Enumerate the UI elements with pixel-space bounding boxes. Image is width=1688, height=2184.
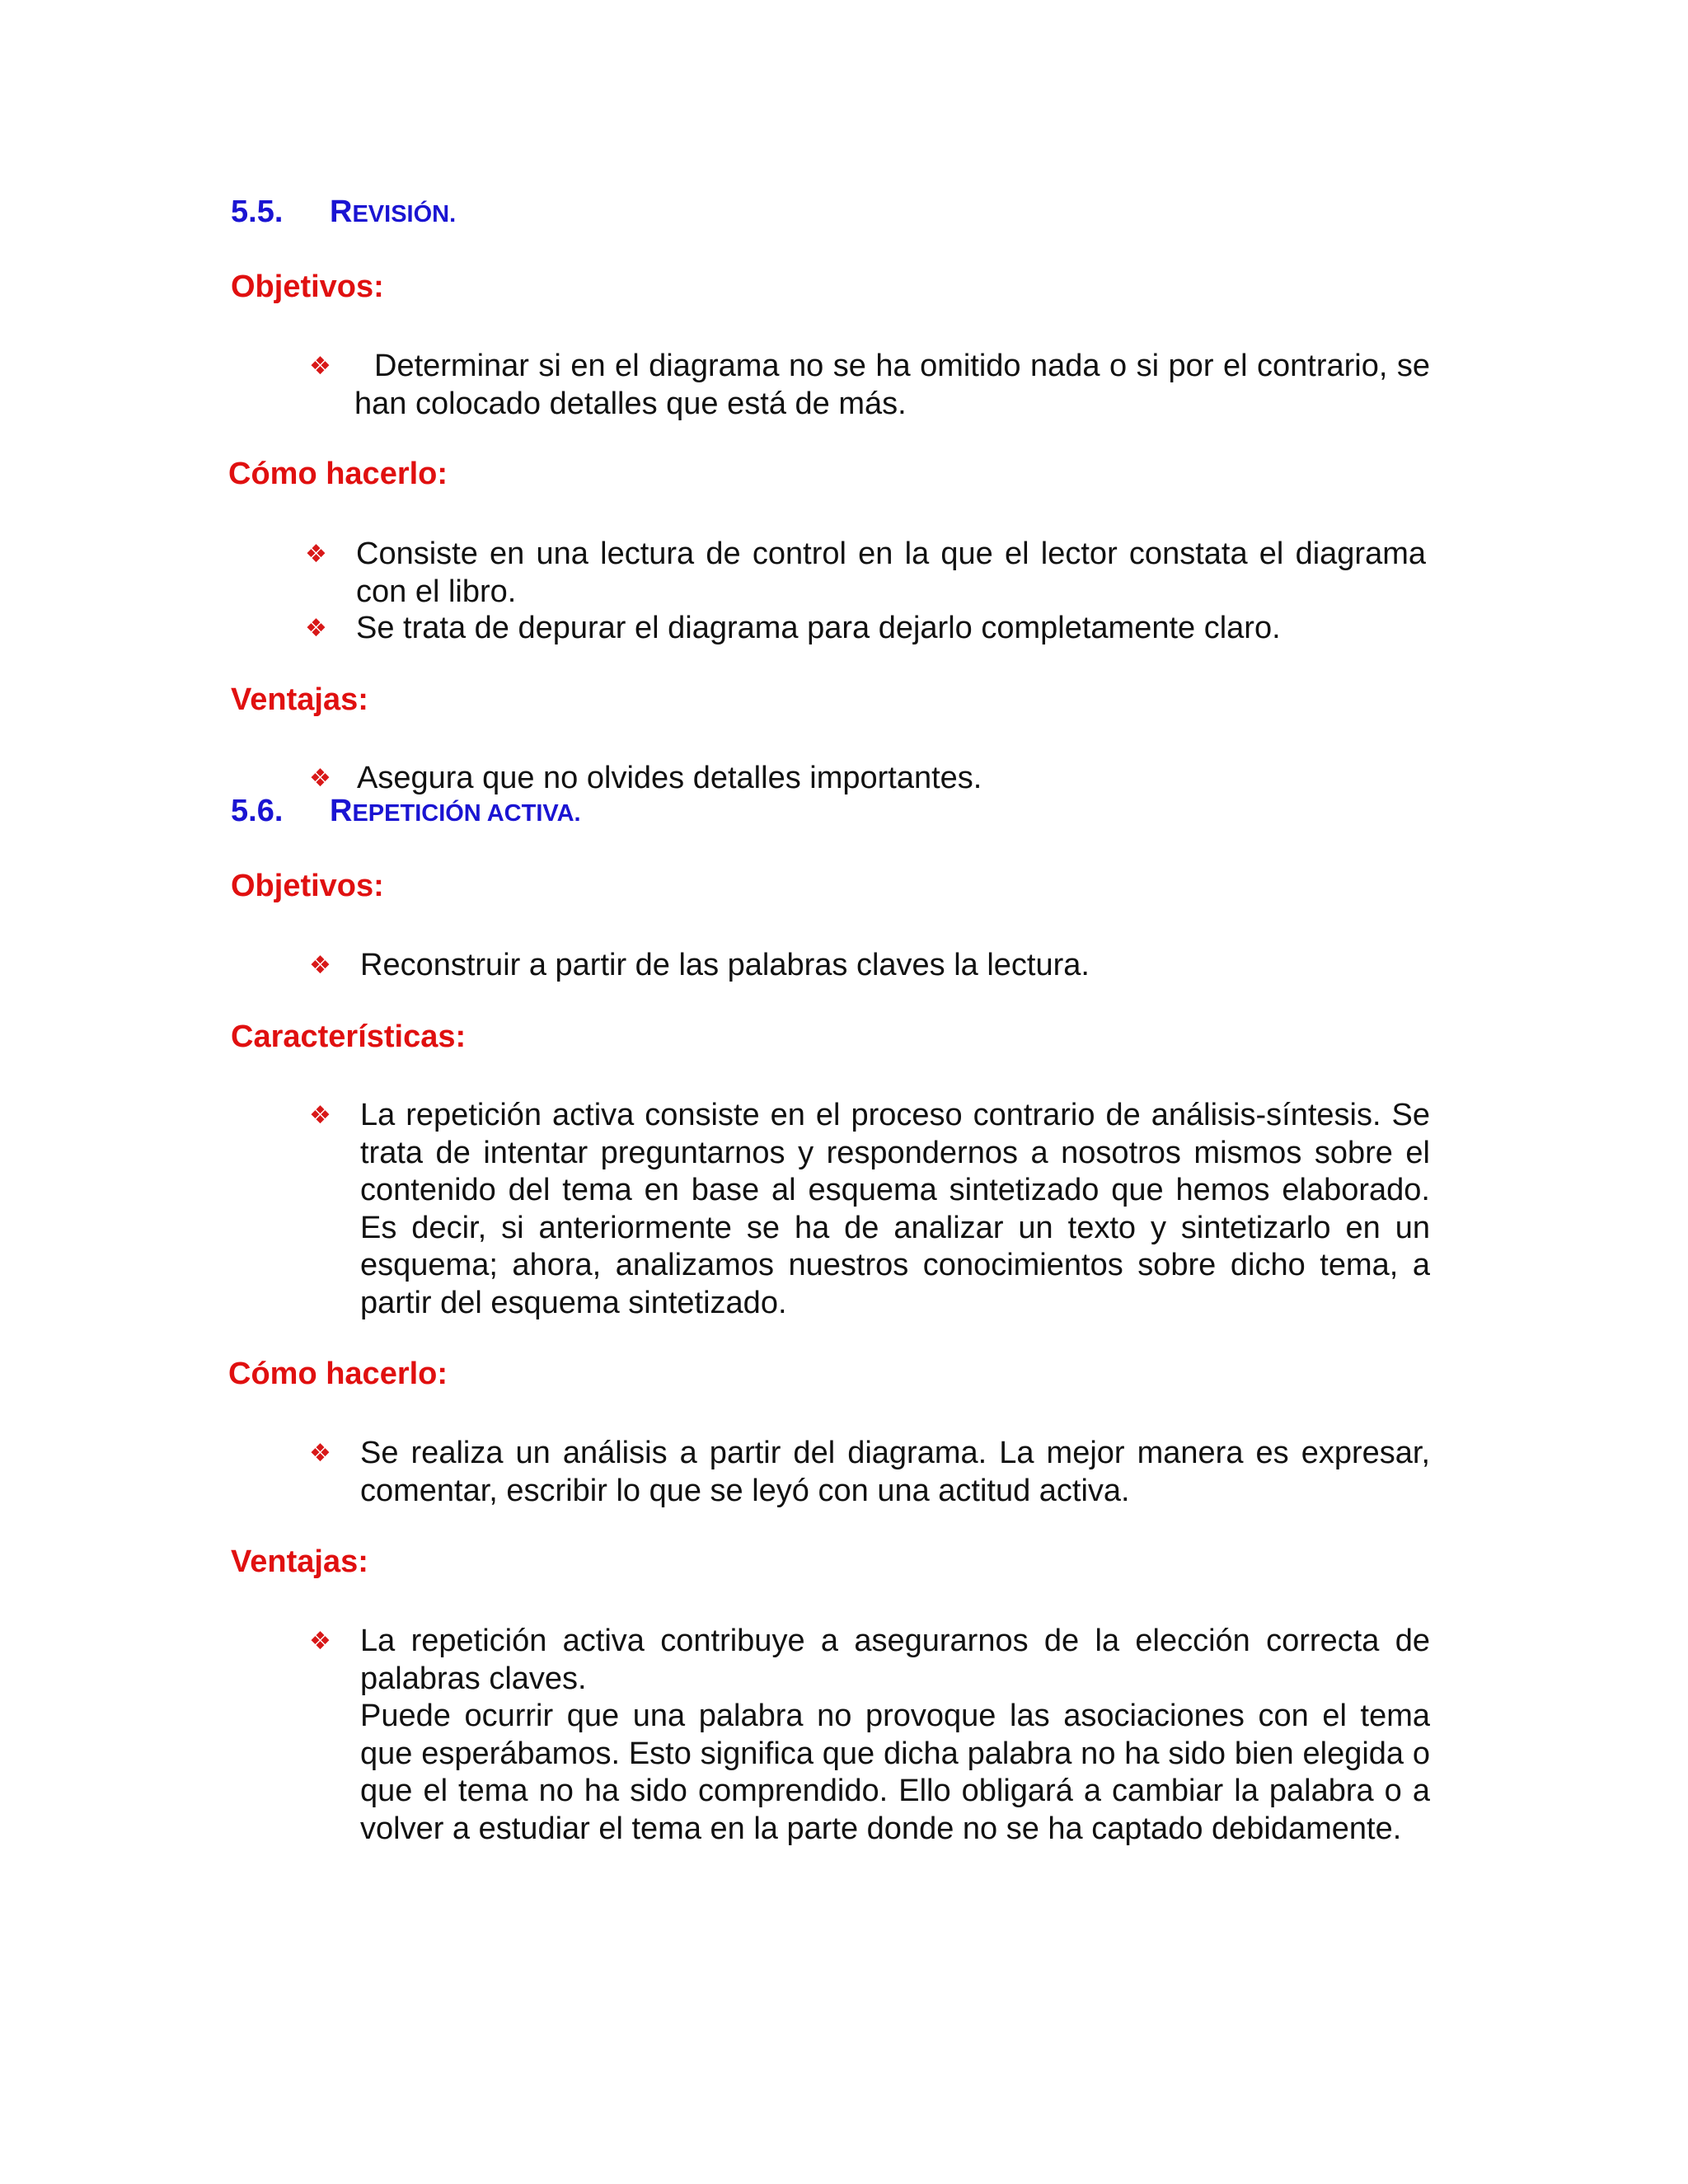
diamond-bullet-icon: ❖: [305, 540, 327, 569]
diamond-bullet-icon: ❖: [309, 951, 331, 980]
list-item-text: Consiste en una lectura de control en la que el lector constata el diagrama con el libro.: [356, 537, 1426, 609]
block-label-como-hacerlo: Cómo hacerlo:: [228, 1357, 448, 1391]
list-item: [309, 1435, 1430, 1510]
block-label-como-hacerlo: Cómo hacerlo:: [228, 457, 448, 491]
section-title: REPETICIÓN ACTIVA.: [330, 794, 581, 828]
block-label-caracteristicas: Características:: [231, 1019, 467, 1054]
list-item-text: Determinar si en el diagrama no se ha omitido nada o si por el contrario, se han colocado detalles que está de más.: [354, 349, 1430, 421]
diamond-bullet-icon: ❖: [309, 352, 331, 381]
section-title: REVISIÓN.: [330, 194, 457, 229]
diamond-bullet-icon: ❖: [309, 1627, 331, 1656]
section-heading: [231, 194, 456, 230]
list-item: [309, 760, 1430, 798]
list-item: [309, 1097, 1430, 1322]
list-item: [305, 610, 1426, 648]
block-label-ventajas: Ventajas:: [231, 682, 368, 717]
list-item-text: La repetición activa contribuye a asegurarnos de la elección correcta de palabras claves.: [360, 1624, 1430, 1696]
list-item: [305, 536, 1426, 611]
list-item-paragraph: Puede ocurrir que una palabra no provoque las asociaciones con el tema que esperábamos. Esto significa que dicha palabra no ha sido bien elegida o que el tema no ha sido comprendido. Ello obligará a cambiar la palabra o a volver a estudiar el tema en la parte donde no se ha captado debidamente.: [360, 1699, 1430, 1846]
list-item: [309, 348, 1430, 423]
diamond-bullet-icon: ❖: [309, 764, 331, 793]
list-item-text: Asegura que no olvides detalles importantes.: [357, 761, 982, 795]
list-item-text: La repetición activa consiste en el proceso contrario de análisis-síntesis. Se trata de intentar preguntarnos y respondernos a nosotros mismos sobre el contenido del tema en base al esquema sintetizado que hemos elaborado. Es decir, si anteriormente se ha de analizar un texto y sintetizarlo en un esquema; ahora, analizamos nuestros conocimientos sobre dicho tema, a partir del esquema sintetizado.: [360, 1098, 1430, 1320]
block-label-ventajas: Ventajas:: [231, 1544, 368, 1579]
block-label-objetivos: Objetivos:: [231, 869, 384, 903]
block-label-objetivos: Objetivos:: [231, 269, 384, 304]
diamond-bullet-icon: ❖: [309, 1439, 331, 1468]
list-item: [309, 947, 1430, 985]
section-number: 5.5.: [231, 194, 284, 229]
list-item-text: Se trata de depurar el diagrama para dejarlo completamente claro.: [356, 611, 1281, 645]
list-item: [309, 1623, 1430, 1848]
list-item-text: Se realiza un análisis a partir del diagrama. La mejor manera es expresar, comentar, escribir lo que se leyó con una actitud activa.: [360, 1436, 1430, 1508]
section-number: 5.6.: [231, 794, 284, 828]
diamond-bullet-icon: ❖: [305, 614, 327, 643]
diamond-bullet-icon: ❖: [309, 1101, 331, 1130]
list-item-text: Reconstruir a partir de las palabras claves la lectura.: [360, 948, 1090, 982]
section-heading: [231, 794, 581, 829]
